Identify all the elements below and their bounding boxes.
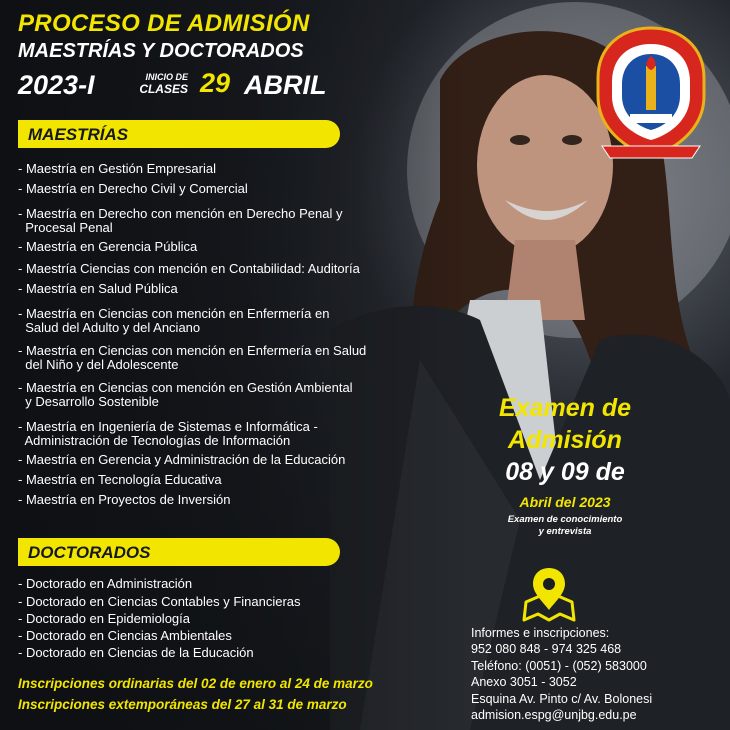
start-day: 29: [200, 68, 231, 98]
location-pin-map-icon: [520, 566, 578, 622]
inscripciones-extemporaneas: Inscripciones extemporáneas del 27 al 31 de marzo: [18, 697, 347, 712]
contact-info: [471, 625, 721, 723]
program-list-item: - Maestría en Gerencia Pública: [18, 239, 198, 254]
period-label: 2023-I: [18, 70, 95, 100]
contact-line: Teléfono: (0051) - (052) 583000: [471, 658, 647, 673]
title-proceso-admision: PROCESO DE ADMISIÓN: [18, 10, 310, 37]
program-list-item: - Maestría en Tecnología Educativa: [18, 472, 222, 487]
program-list-item: - Maestría en Derecho con mención en Derecho Penal y Procesal Penal: [18, 206, 343, 235]
university-seal-logo: [592, 26, 710, 160]
exam-type-line2: y entrevista: [538, 526, 592, 537]
subtitle-maestrias-doctorados: MAESTRÍAS Y DOCTORADOS: [18, 40, 304, 62]
start-month: ABRIL: [244, 70, 327, 100]
contact-line: Informes e inscripciones:: [471, 626, 610, 640]
exam-dates: 08 y 09 de: [505, 458, 625, 486]
program-list-item: - Maestría Ciencias con mención en Contabilidad: Auditoría: [18, 261, 360, 276]
exam-title-line1: Examen de: [498, 394, 631, 422]
contact-line[interactable]: admision.espg@unjbg.edu.pe: [471, 708, 637, 723]
contact-line: 952 080 848 - 974 325 468: [471, 642, 622, 657]
contact-line: Anexo 3051 - 3052: [471, 675, 577, 690]
program-list-item: - Maestría en Proyectos de Inversión: [18, 492, 231, 507]
program-list-item: - Maestría en Salud Pública: [18, 281, 178, 296]
clases-line: CLASES: [139, 82, 188, 96]
maestrias-heading: MAESTRÍAS: [28, 125, 129, 144]
doctorados-heading: DOCTORADOS: [28, 543, 151, 562]
exam-month: Abril del 2023: [519, 494, 611, 510]
contact-line: Esquina Av. Pinto c/ Av. Bolonesi: [471, 691, 653, 706]
exam-title-line2: Admisión: [508, 426, 622, 454]
program-list-item: - Maestría en Gerencia y Administración de la Educación: [18, 452, 346, 467]
program-list-item: - Doctorado en Ciencias Contables y Financieras: [18, 594, 301, 609]
exam-type-line1: Examen de conocimiento: [507, 514, 623, 525]
program-list-item: - Maestría en Gestión Empresarial: [18, 161, 216, 176]
program-list-item: - Maestría en Derecho Civil y Comercial: [18, 181, 248, 196]
program-list-item: - Doctorado en Ciencias Ambientales: [18, 628, 232, 643]
inscripciones-ordinarias: Inscripciones ordinarias del 02 de enero al 24 de marzo: [18, 676, 373, 691]
program-list-item: - Maestría en Ingeniería de Sistemas e Informática - Administración de Tecnologías de Información: [18, 419, 318, 448]
maestrias-heading-bar: [18, 120, 340, 148]
program-list-item: - Maestría en Ciencias con mención en Enfermería en Salud del Adulto y del Anciano: [18, 306, 330, 335]
program-list-item: - Maestría en Ciencias con mención en Gestión Ambiental y Desarrollo Sostenible: [18, 380, 353, 409]
program-list-item: - Doctorado en Administración: [18, 576, 193, 591]
program-list-item: - Doctorado en Epidemiología: [18, 611, 190, 626]
inicio-clases-label: [134, 72, 188, 96]
inicio-line: INICIO DE: [145, 72, 188, 82]
program-list-item: - Maestría en Ciencias con mención en Enfermería en Salud del Niño y del Adolescente: [18, 343, 367, 372]
doctorados-heading-bar: [18, 538, 340, 566]
program-list-item: - Doctorado en Ciencias de la Educación: [18, 645, 254, 660]
